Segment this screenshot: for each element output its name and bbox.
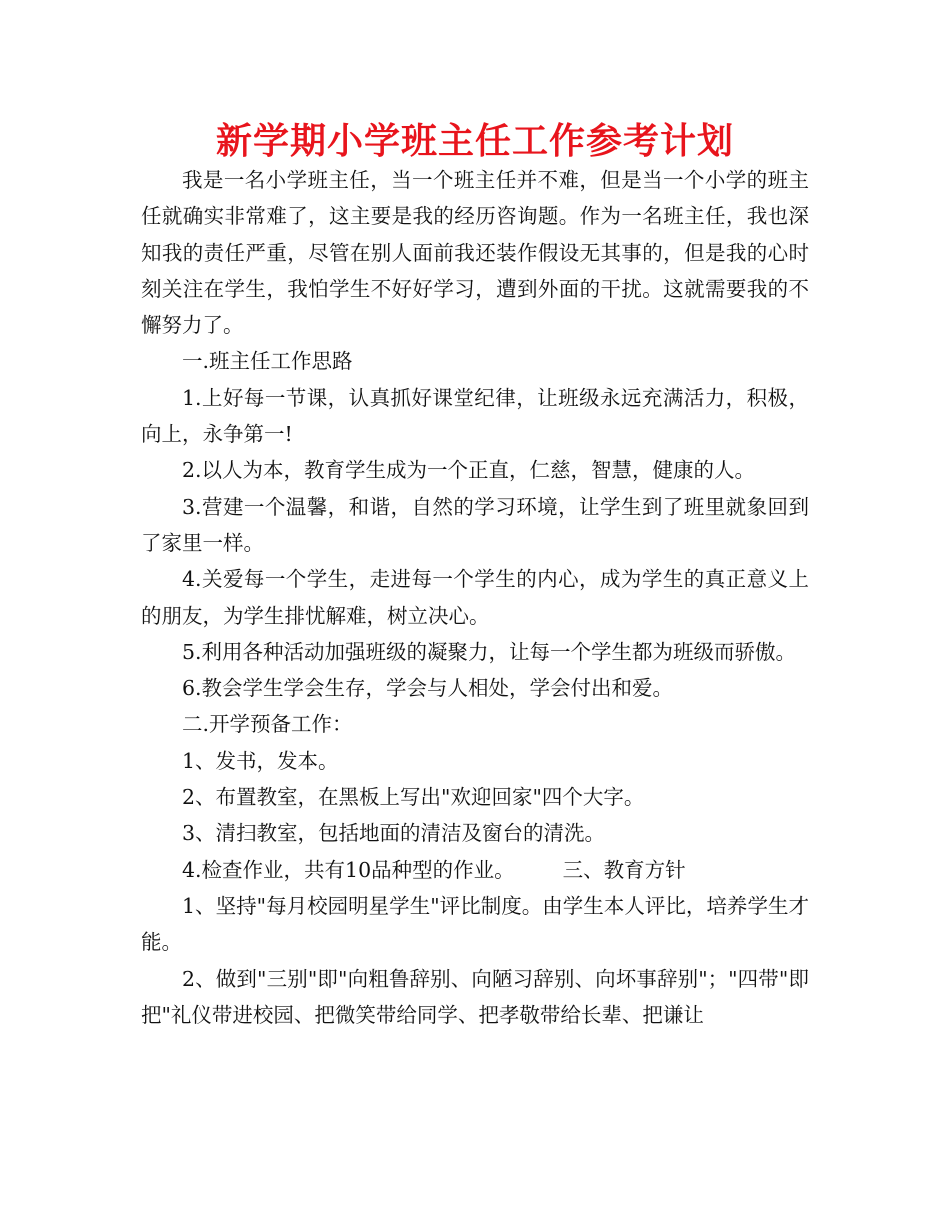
list-item: 5.利用各种活动加强班级的凝聚力，让每一个学生都为班级而骄傲。 (182, 639, 797, 664)
list-item: 1.上好每一节课，认真抓好课堂纪律，让班级永远充满活力，积极，向上，永争第一! (141, 385, 809, 447)
document-title: 新学期小学班主任工作参考计划 (215, 121, 734, 162)
list-item: 2.以人为本，教育学生成为一个正直，仁慈，智慧，健康的人。 (182, 458, 756, 483)
list-item: 3、清扫教室，包括地面的清洁及窗台的清洗。 (182, 821, 606, 846)
list-item: 2、布置教室，在黑板上写出"欢迎回家"四个大字。 (182, 785, 645, 810)
list-item: 1、发书，发本。 (182, 748, 339, 773)
list-item-text: 4.检查作业，共有10品种型的作业。 (182, 857, 515, 882)
list-item: 1、坚持"每月校园明星学生"评比制度。由学生本人评比，培养学生才能。 (141, 893, 809, 955)
list-item: 4.关爱每一个学生，走进每一个学生的内心，成为学生的真正意义上的朋友，为学生排忧解难，树立决心。 (141, 567, 809, 628)
list-item: 6.教会学生学会生存，学会与人相处，学会付出和爱。 (182, 676, 674, 701)
section-heading-2: 二.开学预备工作： (182, 712, 353, 737)
section-heading-3: 三、教育方针 (562, 857, 686, 882)
document-body (141, 162, 809, 1033)
intro-paragraph: 我是一名小学班主任，当一个班主任并不难，但是当一个小学的班主任就确实非常难了，这主要是我的经历咨询题。作为一名班主任，我也深知我的责任严重，尽管在别人面前我还装作假设无其事的，但是我的心时刻关注在学生，我怕学生不好好学习，遭到外面的干扰。这就需要我的不懈努力了。 (141, 168, 809, 338)
list-item: 2、做到"三别"即"向粗鲁辞别、向陋习辞别、向坏事辞别"；"四带"即把"礼仪带进校园、把微笑带给同学、把孝敬带给长辈、把谦让 (141, 966, 809, 1027)
list-item: 3.营建一个温馨，和谐，自然的学习环境，让学生到了班里就象回到了家里一样。 (141, 494, 809, 555)
list-item-with-heading (141, 852, 809, 888)
section-heading-1: 一.班主任工作思路 (182, 349, 353, 374)
